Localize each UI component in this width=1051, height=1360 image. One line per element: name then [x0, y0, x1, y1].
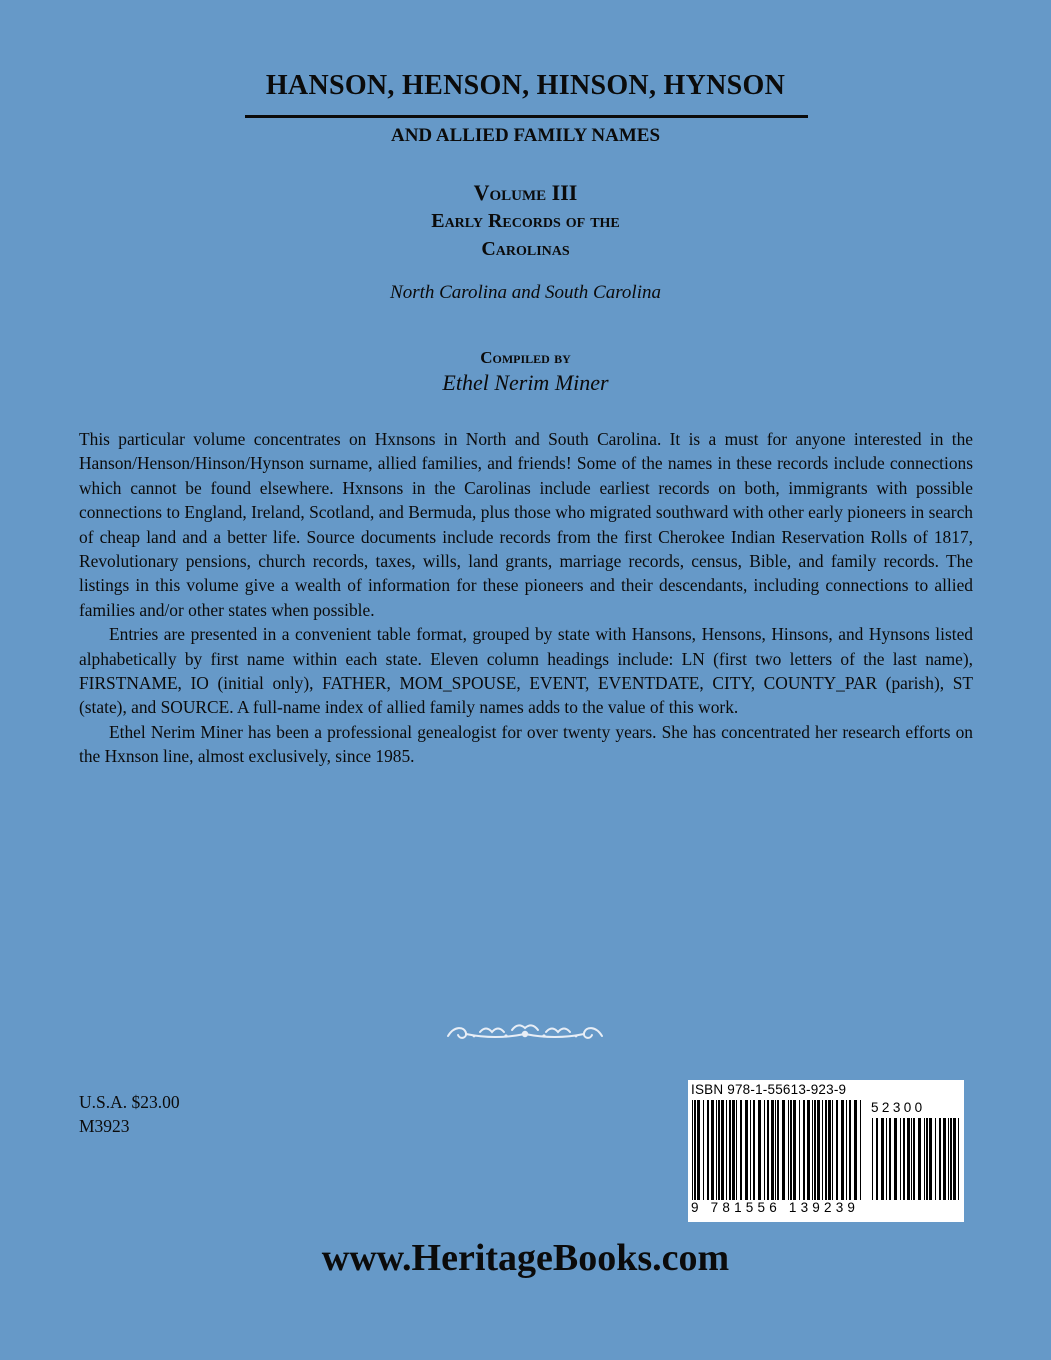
author-name: Ethel Nerim Miner	[442, 370, 609, 395]
barcode-bar	[745, 1100, 748, 1200]
barcode-bar	[849, 1100, 851, 1200]
description-paragraph-1: This particular volume concentrates on Hxnsons in North and South Carolina. It is a must for anyone interested in the Hanson/Henson/Hinson/Hynson surname, allied families, and friends! Some of the names in these records include connections which cannot be found elsewhere. Hxnsons in the Carolinas include earliest records on both, immigrants with possible connections to England, Ireland, Scotland, and Bermuda, plus those who migrated southward with other early pioneers in search of cheap land and a better life. Source documents include records from the first Cherokee Indian Reservation Rolls of 1817, Revolutionary pensions, church records, taxes, wills, land grants, marriage records, census, Bible, and family records. The listings in this volume give a wealth of information for these pioneers and their descendants, including connections to allied families and/or other states when possible.	[79, 429, 973, 620]
barcode-bar	[726, 1100, 727, 1200]
volume-subtitle-line1: Early Records of the	[431, 210, 620, 232]
barcode-bar	[886, 1118, 887, 1200]
barcode-bar	[903, 1118, 905, 1200]
barcode-bar	[907, 1118, 910, 1200]
barcode-bar	[860, 1100, 861, 1200]
barcode-bar	[790, 1100, 792, 1200]
states-covered: North Carolina and South Carolina	[390, 282, 661, 303]
barcode-bar	[832, 1100, 833, 1200]
barcode-bar	[716, 1100, 717, 1200]
barcode-bar	[854, 1100, 857, 1200]
barcode-bar	[926, 1118, 928, 1200]
volume-subtitle-line2: Carolinas	[481, 238, 570, 260]
book-subtitle: AND ALLIED FAMILY NAMES	[390, 125, 661, 146]
price-label: U.S.A. $23.00	[79, 1092, 180, 1112]
barcode-bar	[900, 1118, 901, 1200]
barcode-bar	[782, 1100, 785, 1200]
barcode-bar	[950, 1118, 952, 1200]
barcode-bar	[758, 1100, 761, 1200]
isbn-barcode	[688, 1080, 964, 1222]
compiled-by-label: Compiled by	[480, 348, 571, 367]
barcode-bar	[711, 1100, 714, 1200]
publisher-url[interactable]: www.HeritageBooks.com	[321, 1237, 730, 1279]
barcode-bar	[911, 1118, 912, 1200]
barcode-bar	[799, 1100, 800, 1200]
barcode-bar	[828, 1100, 831, 1200]
ornament-divider-icon	[440, 1018, 610, 1048]
barcode-bar	[729, 1100, 731, 1200]
price-block	[79, 1090, 180, 1138]
barcode-bar	[750, 1100, 751, 1200]
barcode-bar	[753, 1100, 755, 1200]
book-description	[79, 427, 973, 769]
barcode-bar	[918, 1118, 921, 1200]
barcode-bar	[939, 1118, 941, 1200]
barcode-bar	[721, 1100, 724, 1200]
barcode-bar	[694, 1100, 696, 1200]
catalog-code: M3923	[79, 1116, 130, 1136]
isbn-label: ISBN 978-1-55613-923-9	[691, 1082, 847, 1097]
barcode-bar	[948, 1118, 949, 1200]
barcode-bar	[692, 1100, 693, 1200]
barcode-bar	[943, 1118, 946, 1200]
barcode-bar	[812, 1100, 813, 1200]
barcode-bar	[814, 1100, 816, 1200]
barcode-bar	[953, 1118, 956, 1200]
barcode-bar	[807, 1100, 810, 1200]
description-paragraph-3: Ethel Nerim Miner has been a professional genealogist for over twenty years. She has concentrated her research efforts on the Hxnson line, almost exclusively, since 1985.	[79, 721, 973, 767]
barcode-bar	[817, 1100, 820, 1200]
title-underline	[245, 115, 808, 118]
barcode-bar	[707, 1100, 709, 1200]
barcode-bar	[924, 1118, 925, 1200]
barcode-bar	[740, 1100, 742, 1200]
barcode-bar	[822, 1100, 823, 1200]
barcode-bar	[736, 1100, 737, 1200]
ean-digits: 9 781556 139239	[691, 1200, 860, 1215]
barcode-bar	[703, 1100, 704, 1200]
barcode-bar	[771, 1100, 774, 1200]
barcode-bar	[841, 1100, 844, 1200]
barcode-bar	[793, 1100, 796, 1200]
barcode-bar	[876, 1118, 878, 1200]
barcode-bar	[825, 1100, 827, 1200]
barcode-bar	[872, 1118, 873, 1200]
barcode-bar	[764, 1100, 765, 1200]
barcode-bar	[836, 1100, 838, 1200]
barcode-bar	[788, 1100, 789, 1200]
barcode-bar	[958, 1118, 959, 1200]
barcode-bar	[718, 1100, 720, 1200]
barcode-bar	[697, 1100, 700, 1200]
barcode-bar	[881, 1118, 884, 1200]
barcode-bar	[777, 1100, 779, 1200]
barcode-bar	[935, 1118, 936, 1200]
book-title: HANSON, HENSON, HINSON, HYNSON	[265, 70, 786, 101]
barcode-bar	[775, 1100, 776, 1200]
barcode-bar	[846, 1100, 847, 1200]
description-paragraph-2: Entries are presented in a convenient table format, grouped by state with Hansons, Hensons, Hinsons, and Hynsons listed alphabetically by first name within each state. Eleven column headings include: LN (first two letters of the last name), FIRSTNAME, IO (initial only), FATHER, MOM_SPOUSE, EVENT, EVENTDATE, CITY, COUNTY_PAR (parish), ST (state), and SOURCE. A full-name index of allied family names adds to the value of this work.	[79, 624, 973, 718]
barcode-bar	[894, 1118, 897, 1200]
barcode-price-code: 52300	[871, 1100, 926, 1115]
barcode-bar	[889, 1118, 891, 1200]
barcode-bar	[803, 1100, 805, 1200]
barcode-bar	[732, 1100, 735, 1200]
barcode-bar	[929, 1118, 932, 1200]
volume-number: Volume III	[473, 180, 578, 205]
barcode-bar	[767, 1100, 769, 1200]
barcode-bar	[913, 1118, 915, 1200]
